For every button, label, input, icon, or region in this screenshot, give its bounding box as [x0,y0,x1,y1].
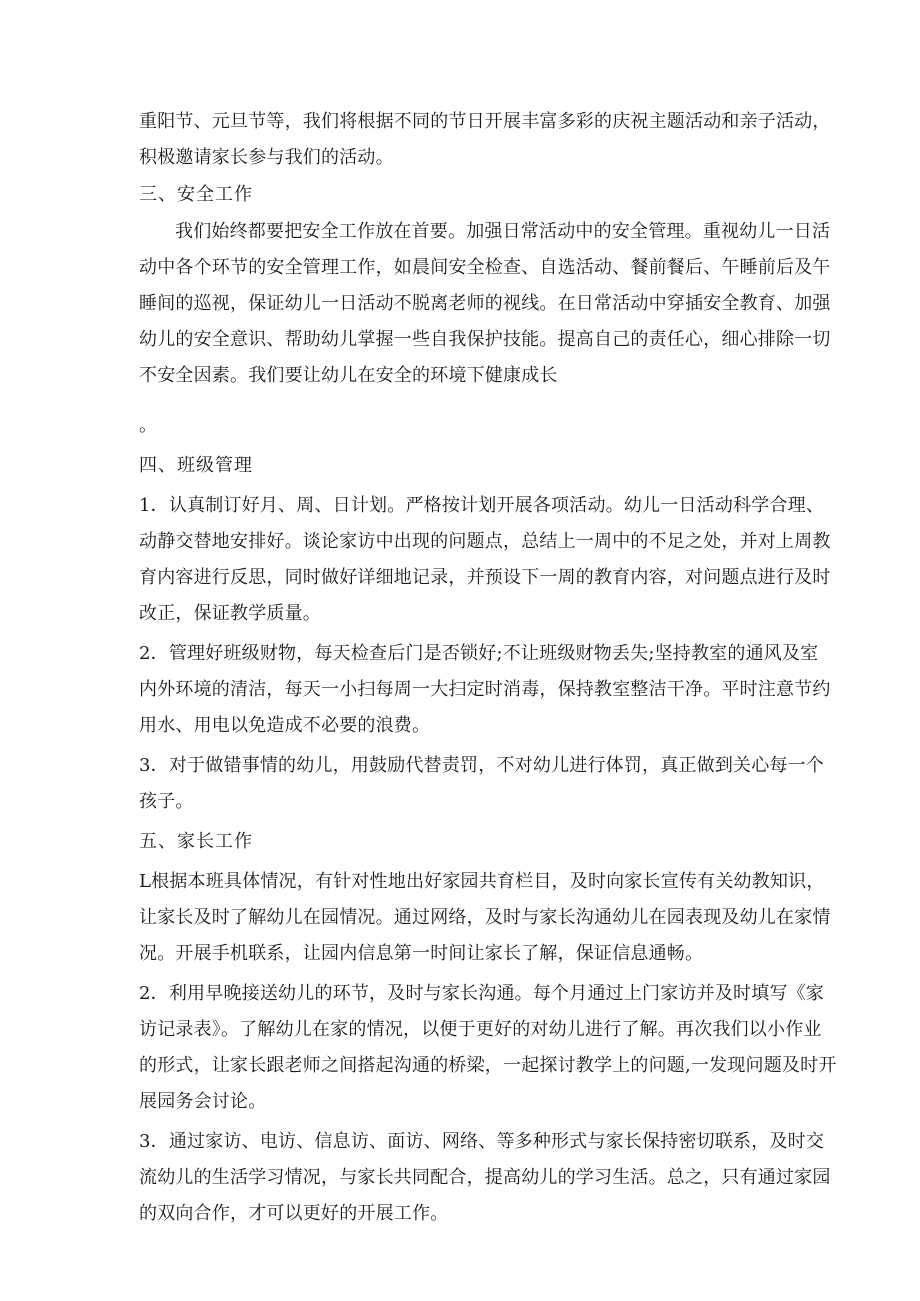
parent-work-line: 的双向合作，才可以更好的开展工作。 [139,1203,449,1224]
parent-work-line: 3．通过家访、电访、信息访、面访、网络、等多种形式与家长保持密切联系，及时交 [139,1131,825,1152]
safety-line: 不安全因素。我们要让幼儿在安全的环境下健康成长 [139,365,558,386]
intro-paragraph [139,104,831,176]
parent-work-line: L根据本班具体情况，有针对性地出好家园共育栏目，及时向家长宣传有关幼教知识， [139,871,825,892]
class-management-line: 3．对于做错事情的幼儿，用鼓励代替责罚，不对幼儿进行体罚，真正做到关心每一个 [139,755,825,776]
safety-line: 幼儿的安全意识、帮助幼儿掌握一些自我保护技能。提高自己的责任心，细心排除一切 [139,329,831,350]
document-page [139,104,837,1232]
parent-work-line: 访记录表》。了解幼儿在家的情况，以便于更好的对幼儿进行了解。再次我们以小作业 [139,1019,822,1040]
intro-line: 重阳节、元旦节等，我们将根据不同的节日开展丰富多彩的庆祝主题活动和亲子活动， [139,111,831,132]
class-management-item-1 [139,488,831,632]
parent-work-line: 2．利用早晚接送幼儿的环节，及时与家长沟通。每个月通过上门家访并及时填写《家 [139,983,825,1004]
parent-work-line: 况。开展手机联系，让园内信息第一时间让家长了解，保证信息通畅。 [139,943,704,964]
class-management-line: 改正，保证教学质量。 [139,603,321,624]
intro-line: 积极邀请家长参与我们的活动。 [139,147,394,168]
class-management-line: 2．管理好班级财物，每天检查后门是否锁好;不让班级财物丢失;坚持教室的通风及室 [139,643,819,664]
class-management-line: 用水、用电以免造成不必要的浪费。 [139,715,431,736]
safety-paragraph [139,214,831,444]
class-management-item-2 [139,636,831,744]
parent-work-item-3 [139,1124,831,1232]
parent-work-item-1 [139,864,831,972]
safety-line: 睡间的巡视，保证幼儿一日活动不脱离老师的视线。在日常活动中穿插安全教育、加强 [139,293,831,314]
class-management-line: 1．认真制订好月、周、日计划。严格按计划开展各项活动。幼儿一日活动科学合理、 [139,495,825,516]
class-management-item-3 [139,748,825,820]
class-management-heading: 四、班级管理 [139,455,253,476]
parent-work-heading: 五、家长工作 [139,831,253,852]
parent-work-line: 展园务会讨论。 [139,1091,267,1112]
class-management-line: 动静交替地安排好。谈论家访中出现的问题点，总结上一周中的不足之处，并对上周教 [139,531,831,552]
parent-work-item-2 [139,976,837,1120]
safety-line: 。 [139,415,158,436]
parent-work-line: 流幼儿的生活学习情况，与家长共同配合，提高幼儿的学习生活。总之，只有通过家园 [139,1167,831,1188]
parent-work-line: 让家长及时了解幼儿在园情况。通过网络，及时与家长沟通幼儿在园表现及幼儿在家情 [139,907,831,928]
class-management-line: 育内容进行反思，同时做好详细地记录，并预设下一周的教育内容，对问题点进行及时 [139,567,831,588]
class-management-line: 孩子。 [139,791,194,812]
safety-line: 动中各个环节的安全管理工作，如晨间安全检查、自选活动、餐前餐后、午睡前后及午 [139,257,831,278]
safety-line: 我们始终都要把安全工作放在首要。加强日常活动中的安全管理。重视幼儿一日活 [175,221,831,242]
parent-work-line: 的形式，让家长跟老师之间搭起沟通的桥梁，一起探讨教学上的问题,一发现问题及时开 [139,1055,837,1076]
class-management-line: 内外环境的清洁，每天一小扫每周一大扫定时消毒，保持教室整洁干净。平时注意节约 [139,679,831,700]
safety-heading: 三、安全工作 [139,184,253,205]
